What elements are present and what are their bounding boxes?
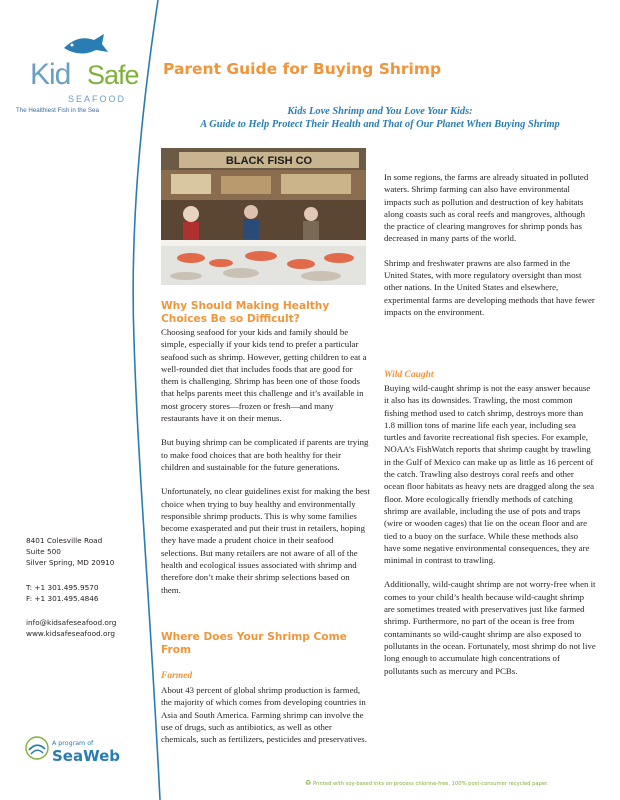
paragraph-buying-complicated: But buying shrimp can be complicated if parents are trying to make food choices that are both healthy for their children and sustainable for the future generations. [161,437,369,472]
paragraph-choosing-seafood: Choosing seafood for your kids and family should be simple, especially if your kids tend to prefer a particular seafood such as shrimp. However, getting children to eat a well-rounded diet that includes foods that are good for them is challenging. Shrimp has been one of those foods that helps parents meet this challenge and it’s available in most grocery stores—frozen or fresh—and many restaurants have it on their menus. [161,327,367,424]
logo-seafood: SEAFOOD [68,94,127,104]
seaweb-name: SeaWeb [52,747,121,765]
paragraph-no-guidelines: Unfortunately, no clear guidelines exist for making the best choice when trying to buy healthy and environmentally responsible shrimp products. This is why some families become exasperated and put their trust in retailers, hoping they have made a prudent choice in their seafood selections. But many retailers are not aware of all of the health and ecological issues associated with shrimp and therefore don’t make their shrimp selections based on them. [161,486,370,595]
photo-sign-text: BLACK FISH CO [225,155,313,167]
recycle-icon: ♻ [305,779,312,787]
heading-where-from-line-1: Where Does Your Shrimp Come [161,631,347,643]
footer-text: Printed with soy-based inks on process chlorine-free, 100% post-consumer recycled paper. [312,781,549,787]
heading-where-from-line-2: From [161,644,192,656]
paragraph-worry-free: Additionally, wild-caught shrimp are not worry-free when it comes to your child’s health because wild-caught shrimp are sometimes treated with preservatives just like farmed shrimp. Furthermore, no part of the ocean is free from contaminants so wild-caught shrimp are also exposed to pollutants in the ocean. Fortunately, most shrimp do not live long enough to accumulate high concentrations of pollutants such as mercury and PCBs. [384,579,596,676]
seaweb-program-label: A program of [52,740,94,747]
subtitle-line-1: Kids Love Shrimp and You Love Your Kids: [287,106,473,117]
page-title: Parent Guide for Buying Shrimp [163,60,442,78]
heading-healthy-choices [161,300,371,326]
subtitle [160,105,600,131]
left-column-text [161,326,371,596]
logo-kid: Kid [30,58,71,91]
contact-address [26,535,114,568]
heading-where-from [161,631,371,657]
address-line-3: Silver Spring, MD 20910 [26,558,115,567]
heading-farmed: Farmed [161,671,193,681]
contact-online [26,617,116,639]
fish-market-photo-svg [161,148,366,285]
heading-healthy-choices-line-1: Why Should Making Healthy [161,300,330,312]
address-line-2: Suite 500 [26,547,61,556]
paragraph-wild-caught: Buying wild-caught shrimp is not the easy answer because it also has its downsides. Trawling, the most common fishing method used to catch shrimp, destroys more than 1.8 million tons of marine life each year, including sea turtles and favorite recreational fish species. For example, NOAA’s FishWatch reports that shrimp caught by trawling in the Gulf of Mexico can make up as little as 16 percent of the catch. Trawling also destroys coral reefs and other ocean floor habitats as heavy nets are dragged along the sea floor. More ecologically friendly methods of catching shrimp are available, including the use of pots and traps (wire or wooden cages) that lie on the ocean floor and are tied to a buoy on the surface. While these methods also have some negative environmental consequences, they are minimal in contrast to trawling. [384,383,595,566]
paragraph-polluted-waters: In some regions, the farms are already situated in polluted waters. Shrimp farming can also have environmental impacts such as pollution and destruction of key habitats along coasts such as coral reefs and mangroves, although the practice of clearing mangroves for shrimp ponds has decreased in many parts of the world. [384,172,589,244]
logo-tagline: The Healthiest Fish in the Sea [16,107,99,114]
fish-logo-icon [60,30,110,60]
heading-wild-caught: Wild Caught [384,370,434,380]
footer-note [305,779,548,787]
address-line-1: 8401 Colesville Road [26,536,103,545]
fish-market-photo [161,148,366,285]
phone-number: T: +1 301.495.9570 [26,583,99,592]
email-link[interactable]: info@kidsafeseafood.org [26,618,117,627]
heading-healthy-choices-line-2: Choices Be so Difficult? [161,313,300,325]
logo-safe: Safe [87,60,139,90]
paragraph-us-farms: Shrimp and freshwater prawns are also farmed in the United States, with more regulatory oversight than most other nations. In the United States and elsewhere, experimental farms are developing methods that have fewer impacts on the environment. [384,257,595,317]
seaweb-logo-icon [24,735,50,761]
contact-phones [26,582,99,604]
paragraph-farmed: About 43 percent of global shrimp production is farmed, the majority of which comes from developing countries in Asia and South America. Farming shrimp can involve the use of drugs, such as antibiotics, as well as other chemicals, such as fertilizers, pesticides and preservatives. [161,685,367,745]
right-column-text [384,171,596,318]
website-link[interactable]: www.kidsafeseafood.org [26,629,115,638]
subtitle-line-2: A Guide to Help Protect Their Health and That of Our Planet When Buying Shrimp [200,119,560,130]
fax-number: F: +1 301.495.4846 [26,594,99,603]
right-column-text-2 [384,382,596,677]
